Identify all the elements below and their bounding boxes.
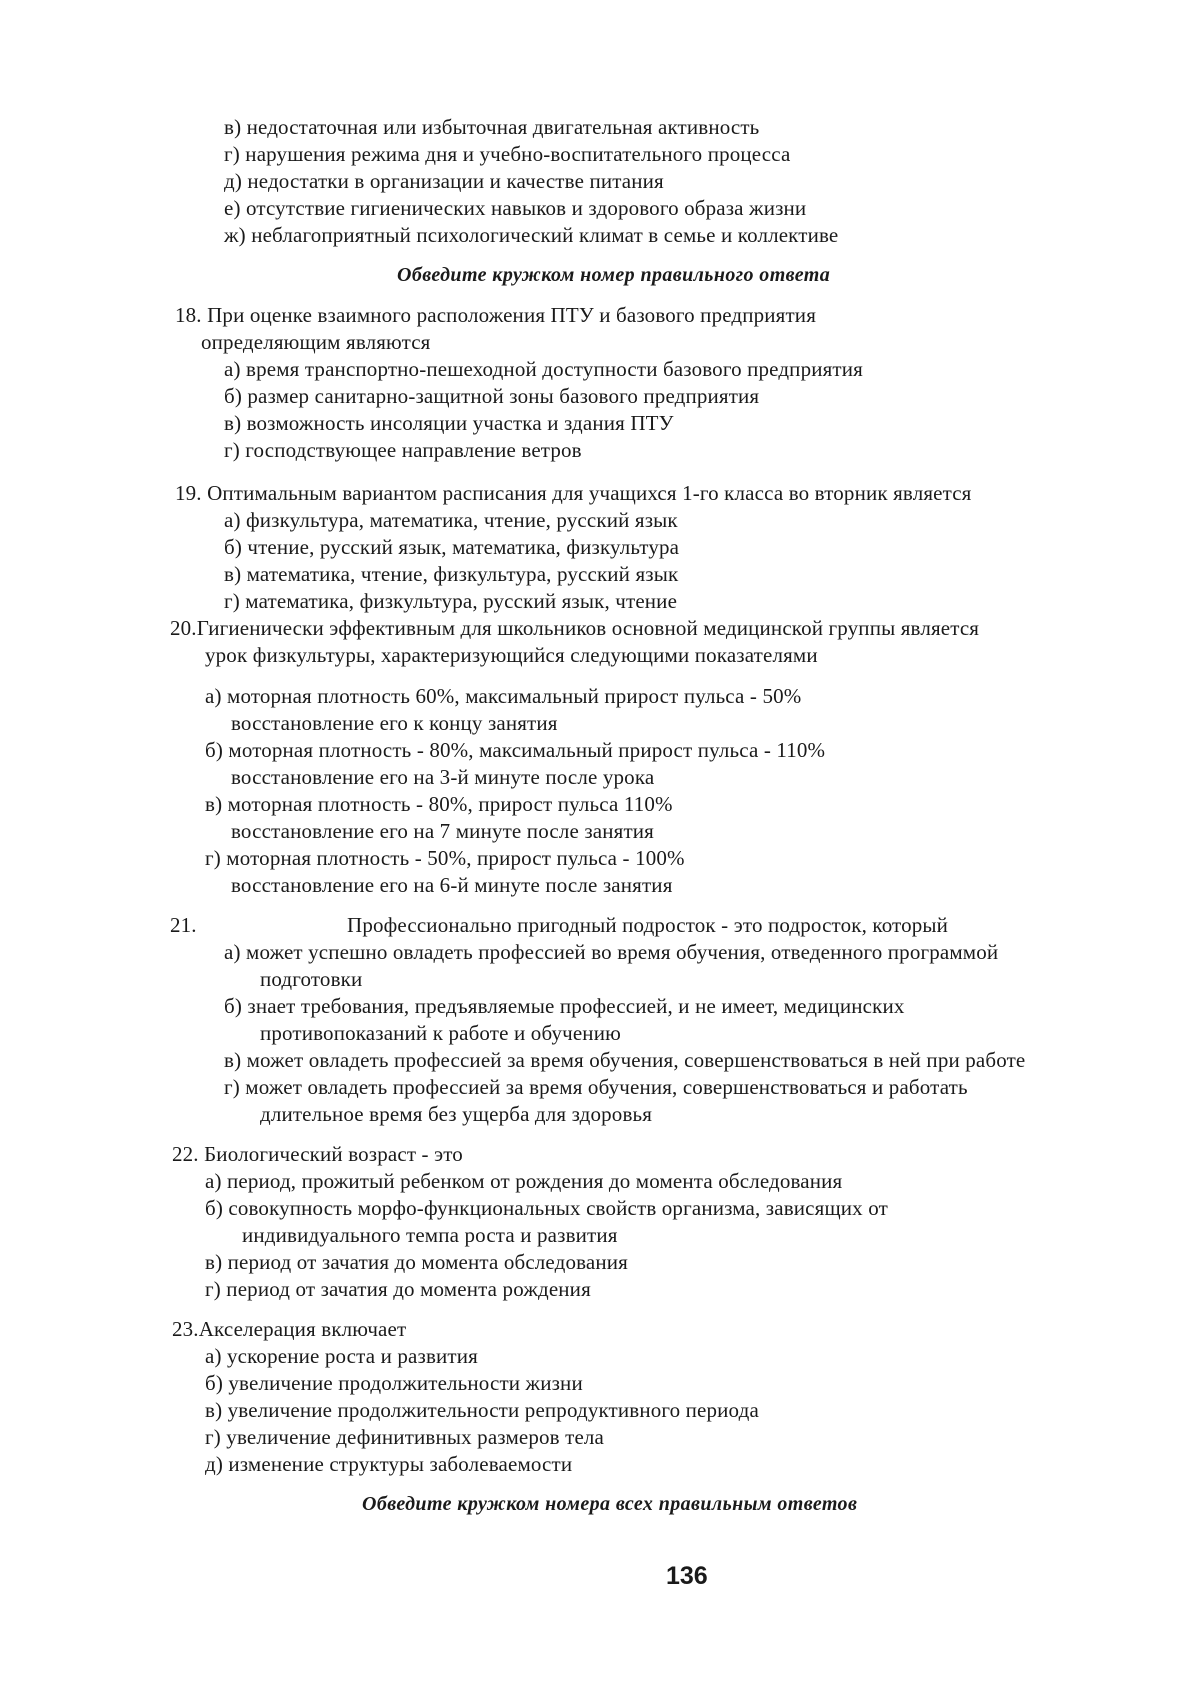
option-line: а) может успешно овладеть профессией во время обучения, отведенного программой — [224, 940, 999, 964]
question-22: 22. Биологический возраст - это — [172, 1142, 463, 1166]
option-line: в) увеличение продолжительности репродуктивного периода — [205, 1398, 759, 1422]
option-line: б) знает требования, предъявляемые профессией, и не имеет, медицинских — [224, 994, 905, 1018]
option-line: е) отсутствие гигиенических навыков и здорового образа жизни — [224, 196, 807, 220]
option-line: г) математика, физкультура, русский язык, чтение — [224, 589, 678, 613]
question-20-cont: урок физкультуры, характеризующийся следующими показателями — [205, 643, 818, 667]
option-line-cont: восстановление его к концу занятия — [231, 711, 558, 735]
option-line: в) недостаточная или избыточная двигательная активность — [224, 115, 760, 139]
option-line: а) период, прожитый ребенком от рождения до момента обследования — [205, 1169, 843, 1193]
option-line-cont: длительное время без ущерба для здоровья — [260, 1102, 653, 1126]
option-line: б) чтение, русский язык, математика, физкультура — [224, 535, 680, 559]
option-line-cont: восстановление его на 6-й минуте после занятия — [231, 873, 673, 897]
option-line: б) увеличение продолжительности жизни — [205, 1371, 583, 1395]
option-line: а) физкультура, математика, чтение, русский язык — [224, 508, 678, 532]
option-line-cont: восстановление его на 3-й минуте после урока — [231, 765, 655, 789]
option-line: г) период от зачатия до момента рождения — [205, 1277, 591, 1301]
option-line: г) нарушения режима дня и учебно-воспитательного процесса — [224, 142, 791, 166]
option-line: д) недостатки в организации и качестве питания — [224, 169, 664, 193]
question-18-cont: определяющим являются — [201, 330, 431, 354]
page-number: 136 — [666, 1562, 708, 1590]
option-line: в) моторная плотность - 80%, прирост пульса 110% — [205, 792, 673, 816]
option-line: в) математика, чтение, физкультура, русский язык — [224, 562, 679, 586]
option-line: в) период от зачатия до момента обследования — [205, 1250, 628, 1274]
option-line: д) изменение структуры заболеваемости — [205, 1452, 573, 1476]
option-line: а) ускорение роста и развития — [205, 1344, 478, 1368]
option-line-cont: противопоказаний к работе и обучению — [260, 1021, 621, 1045]
option-line: б) моторная плотность - 80%, максимальный прирост пульса - 110% — [205, 738, 826, 762]
option-line: г) господствующее направление ветров — [224, 438, 582, 462]
option-line: в) может овладеть профессией за время обучения, совершенствоваться в ней при работе — [224, 1048, 1026, 1072]
option-line: а) время транспортно-пешеходной доступности базового предприятия — [224, 357, 863, 381]
question-23: 23.Акселерация включает — [172, 1317, 407, 1341]
option-line: в) возможность инсоляции участка и здания ПТУ — [224, 411, 674, 435]
option-line: б) размер санитарно-защитной зоны базового предприятия — [224, 384, 760, 408]
option-line: г) может овладеть профессией за время обучения, совершенствоваться и работать — [224, 1075, 968, 1099]
option-line-cont: восстановление его на 7 минуте после занятия — [231, 819, 654, 843]
option-line: а) моторная плотность 60%, максимальный прирост пульса - 50% — [205, 684, 802, 708]
question-21: Профессионально пригодный подросток - это подросток, который — [347, 913, 949, 937]
question-20: 20.Гигиенически эффективным для школьников основной медицинской группы является — [170, 616, 980, 640]
instruction-heading: Обведите кружком номера всех правильным ответов — [362, 1493, 858, 1515]
instruction-heading: Обведите кружком номер правильного ответа — [397, 264, 831, 286]
option-line: б) совокупность морфо-функциональных свойств организма, зависящих от — [205, 1196, 888, 1220]
question-18: 18. При оценке взаимного расположения ПТУ и базового предприятия — [175, 303, 817, 327]
option-line-cont: индивидуального темпа роста и развития — [242, 1223, 618, 1247]
option-line: г) моторная плотность - 50%, прирост пульса - 100% — [205, 846, 685, 870]
question-19: 19. Оптимальным вариантом расписания для учащихся 1-го класса во вторник является — [175, 481, 972, 505]
question-21-number: 21. — [170, 913, 197, 937]
option-line: ж) неблагоприятный психологический климат в семье и коллективе — [224, 223, 839, 247]
option-line: г) увеличение дефинитивных размеров тела — [205, 1425, 605, 1449]
option-line-cont: подготовки — [260, 967, 363, 991]
